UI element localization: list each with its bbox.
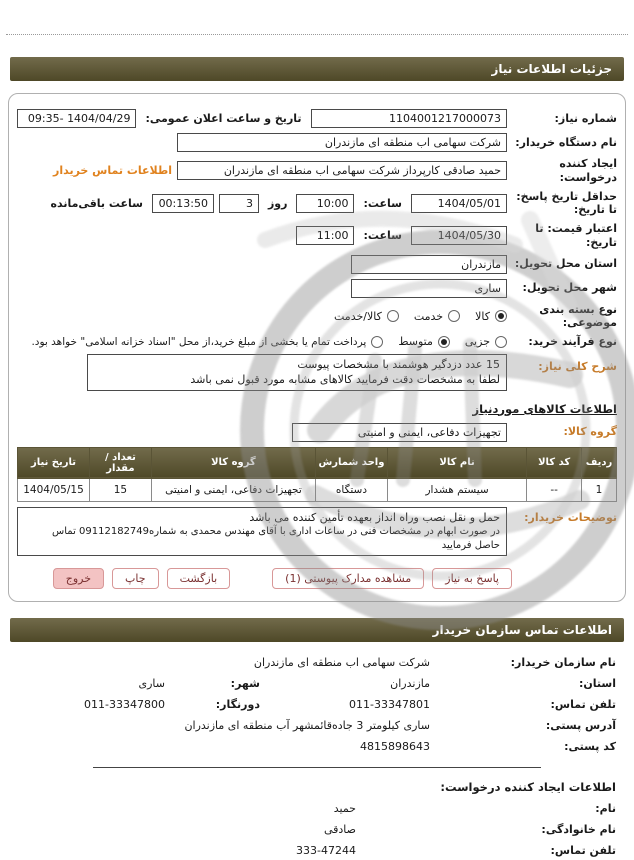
contact-city-value: ساری (138, 676, 165, 690)
need-number-field[interactable]: 1104001217000073 (311, 109, 507, 128)
price-validity-label: اعتبار قیمت: تا تاریخ: (535, 222, 617, 249)
action-buttons-row (17, 568, 512, 589)
back-button[interactable]: بازگشت (167, 568, 231, 589)
buyer-org-row (17, 133, 617, 152)
contact-postal-value: 4815898643 (360, 739, 430, 753)
contact-divider (93, 767, 541, 768)
items-table-body (18, 478, 617, 501)
buyer-notes-line1: حمل و نقل نصب وراه انداز بعهده تأمین کننده می باشد (249, 510, 500, 524)
creator-phone-row (18, 844, 616, 857)
goods-group-field[interactable]: تجهیزات دفاعی، ایمنی و امنیتی (292, 423, 507, 442)
cell-unit: دستگاه (316, 478, 388, 501)
buyer-contact-section (18, 656, 616, 857)
items-section-title: اطلاعات کالاهای موردنیاز (472, 401, 617, 416)
days-field[interactable]: 3 (219, 194, 259, 213)
need-description-line1: 15 عدد دزدگیر هوشمند با مشخصات پیوست (297, 357, 500, 371)
buyer-contact-title: اطلاعات تماس سازمان خریدار (432, 622, 612, 637)
buyer-contact-link[interactable]: اطلاعات تماس خریدار (52, 164, 172, 178)
purchase-process-row (17, 335, 617, 349)
need-description-label: شرح کلی نیاز: (538, 359, 617, 373)
remaining-label: ساعت باقی‌مانده (50, 196, 143, 210)
contact-address-row (18, 719, 616, 732)
packaging-type-label: نوع بسته بندی موضوعی: (539, 302, 617, 330)
contact-province-city-row (18, 677, 616, 690)
reply-deadline-row (17, 190, 617, 218)
print-button[interactable]: چاپ (112, 568, 159, 589)
buyer-org-field[interactable]: شرکت سهامی اب منطقه ای مازندران (177, 133, 507, 152)
need-details-panel (8, 93, 626, 602)
contact-postal-label: کد پستی: (564, 739, 616, 753)
validity-time-field[interactable]: 11:00 (296, 226, 354, 245)
col-item-name: نام کالا (387, 447, 526, 478)
view-attachments-button[interactable]: مشاهده مدارک پیوستی (1) (272, 568, 424, 589)
exit-button[interactable]: خروج (53, 568, 104, 589)
creator-info-title: اطلاعات ایجاد کننده درخواست: (440, 779, 616, 794)
col-item-code: کد کالا (527, 447, 582, 478)
goods-group-row (17, 423, 617, 442)
contact-province-label: استان: (579, 676, 616, 690)
creator-first-name-label: نام: (595, 801, 616, 815)
radio-goods-service[interactable] (387, 310, 399, 322)
creator-last-name-label: نام خانوادگی: (541, 822, 616, 836)
remaining-time-field[interactable]: 00:13:50 (152, 194, 214, 213)
need-description-field[interactable] (87, 354, 507, 391)
need-number-label: شماره نیاز: (554, 111, 617, 125)
contact-province-value: مازندران (390, 676, 430, 690)
reply-to-need-button[interactable]: پاسخ به نیاز (432, 568, 512, 589)
reply-date-field[interactable]: 1404/05/01 (411, 194, 507, 213)
creator-phone-label: تلفن تماس: (550, 843, 616, 857)
items-table-header-row (18, 447, 617, 478)
reply-time-field[interactable]: 10:00 (296, 194, 354, 213)
radio-service-label: خدمت (413, 309, 444, 323)
radio-medium-label: متوسط (398, 335, 433, 349)
delivery-city-row (17, 279, 617, 298)
announce-label: تاریخ و ساعت اعلان عمومی: (145, 112, 302, 125)
goods-group-label: گروه کالا: (563, 425, 617, 439)
col-need-date: تاریخ نیاز (18, 447, 90, 478)
delivery-province-row (17, 255, 617, 274)
col-unit: واحد شمارش (316, 447, 388, 478)
radio-medium[interactable] (438, 336, 450, 348)
cell-group: تجهیزات دفاعی، ایمنی و امنیتی (151, 478, 315, 501)
table-row (18, 478, 617, 501)
price-validity-row (17, 222, 617, 250)
contact-phone-value: 011-33347801 (349, 697, 430, 711)
validity-hour-label: ساعت: (363, 229, 402, 243)
col-row-number: ردیف (582, 447, 617, 478)
top-divider (6, 34, 628, 35)
need-description-row (17, 354, 617, 391)
cell-item-code: -- (527, 478, 582, 501)
buyer-org-label: نام دستگاه خریدار: (515, 135, 617, 149)
creator-first-name-value: حمید (333, 801, 356, 815)
reply-deadline-label: حداقل تاریخ پاسخ: تا تاریخ: (516, 189, 617, 217)
contact-phone-fax-row (18, 698, 616, 711)
creator-last-name-row (18, 823, 616, 836)
radio-goods-service-label: کالا/خدمت (334, 309, 382, 323)
creator-phone-value: 333-47244 (296, 843, 356, 857)
delivery-province-label: استان محل تحویل: (514, 257, 617, 271)
buyer-notes-line2: در صورت ابهام در مشخصات فنی در ساعات اداری با آقای مهندس محمدی به شماره09112182749 تماس حاصل فرمایید (52, 525, 500, 551)
items-table-head (18, 447, 617, 478)
cell-item-name: سیستم هشدار (387, 478, 526, 501)
need-details-title: جزئیات اطلاعات نیاز (491, 62, 612, 76)
radio-service[interactable] (448, 310, 460, 322)
delivery-city-label: شهر محل تحویل: (522, 281, 617, 295)
buyer-notes-field[interactable] (17, 507, 507, 556)
delivery-city-field[interactable]: ساری (351, 279, 507, 298)
delivery-province-field[interactable]: مازندران (351, 255, 507, 274)
radio-goods[interactable] (495, 310, 507, 322)
cell-row-number: 1 (582, 478, 617, 501)
creator-field[interactable]: حمید صادقی کارپرداز شرکت سهامی اب منطقه ای مازندران (177, 161, 507, 180)
buyer-notes-row (17, 507, 617, 556)
items-table (17, 447, 617, 502)
contact-city-label: شهر: (230, 676, 260, 690)
contact-org-value: شرکت سهامی اب منطقه ای مازندران (253, 655, 430, 669)
contact-address-label: آدرس پستی: (545, 718, 616, 732)
contact-fax-label: دورنگار: (215, 697, 260, 711)
radio-treasury[interactable] (371, 336, 383, 348)
need-description-line2: لطفا به مشخصات دقت فرمایید کالاهای مشابه مورد قبول نمی باشد (190, 373, 500, 387)
cell-need-date: 1404/05/15 (18, 478, 90, 501)
creator-label: ایجاد کننده درخواست: (559, 157, 617, 184)
col-quantity: تعداد / مقدار (90, 447, 152, 478)
announce-field[interactable]: 1404/04/29 -09:35 (17, 109, 136, 128)
radio-minor[interactable] (495, 336, 507, 348)
creator-first-name-row (18, 802, 616, 815)
cell-quantity: 15 (90, 478, 152, 501)
reply-hour-label: ساعت: (363, 196, 402, 210)
buyer-notes-label: توضیحات خریدار: (524, 510, 617, 524)
radio-goods-label: کالا (475, 309, 490, 323)
creator-last-name-value: صادقی (323, 822, 356, 836)
validity-date-field[interactable]: 1404/05/30 (411, 226, 507, 245)
contact-phone-label: تلفن تماس: (550, 697, 616, 711)
purchase-process-label: نوع فرآیند خرید: (528, 335, 617, 348)
buyer-contact-header (10, 618, 624, 642)
contact-fax-value: 011-33347800 (84, 697, 165, 711)
contact-org-row (18, 656, 616, 669)
creator-row (17, 157, 617, 185)
day-label: روز (267, 196, 288, 210)
need-details-header (10, 57, 624, 81)
treasury-note: پرداخت تمام یا بخشی از مبلغ خرید،از محل "اسناد خزانه اسلامی" خواهد بود. (31, 335, 367, 348)
col-group: گروه کالا (151, 447, 315, 478)
contact-postal-row (18, 740, 616, 753)
need-number-row (17, 109, 617, 128)
radio-minor-label: جزیی (464, 335, 490, 349)
contact-address-value: ساری کیلومتر 3 جاده‌قائمشهر آب منطقه ای مازندران (184, 718, 430, 732)
packaging-type-row (17, 303, 617, 331)
contact-org-label: نام سازمان خریدار: (510, 655, 616, 669)
